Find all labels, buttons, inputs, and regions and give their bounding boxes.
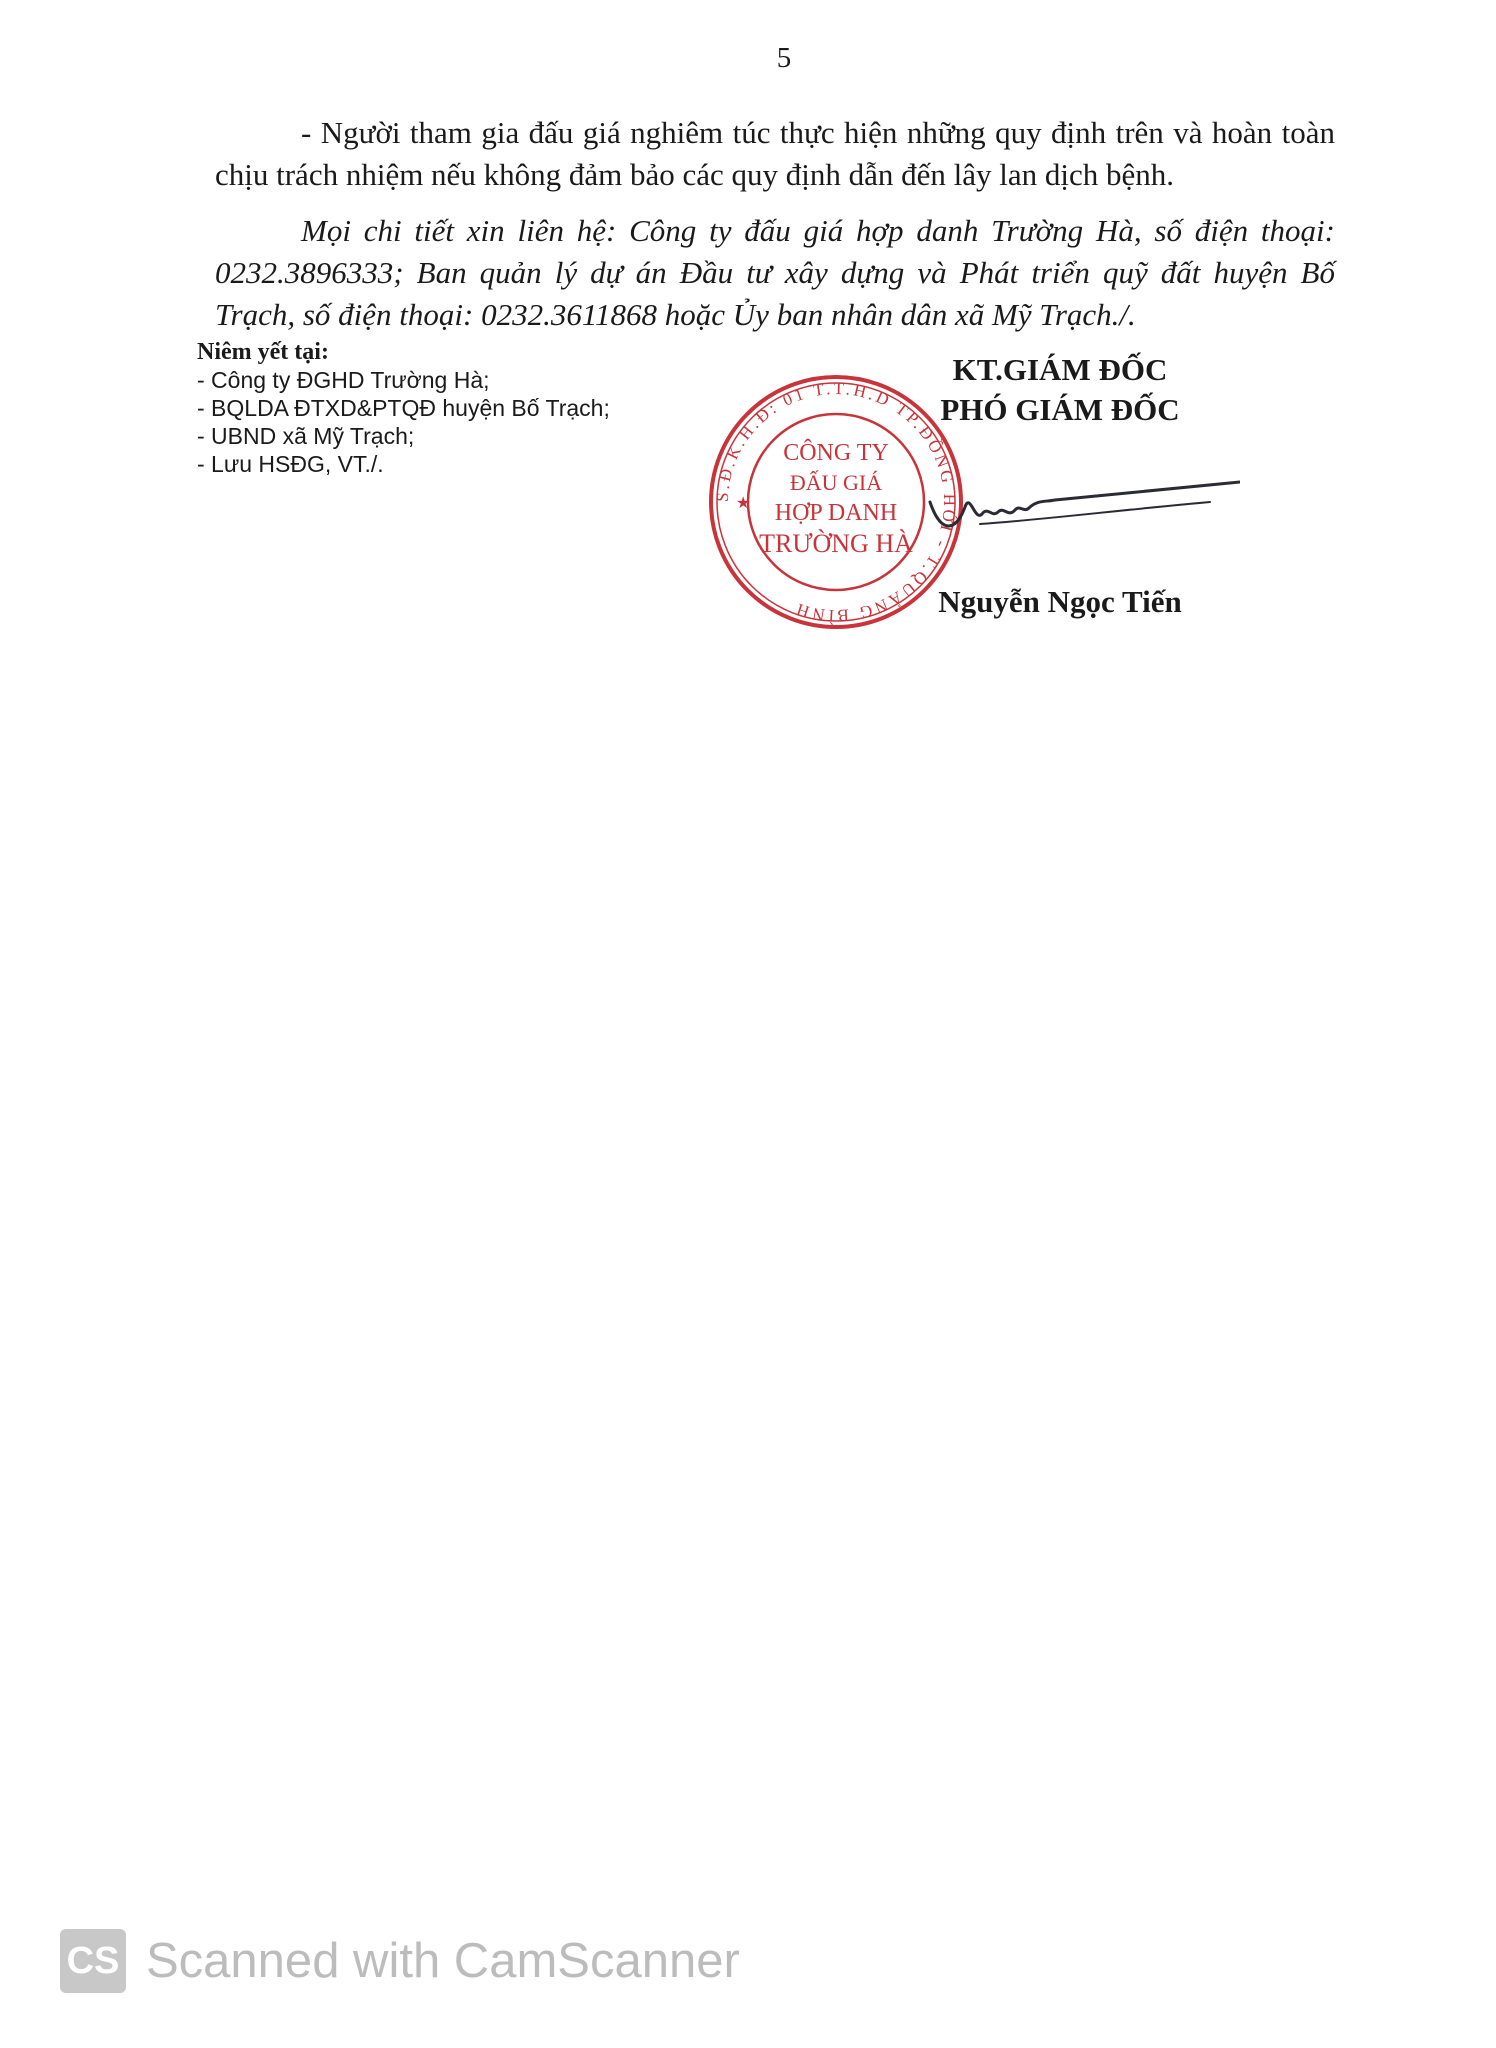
recipients-block bbox=[197, 338, 610, 478]
recipients-heading: Niêm yết tại: bbox=[197, 339, 329, 365]
camscanner-logo-icon: CS bbox=[60, 1929, 126, 1993]
recipient-item: - Lưu HSĐG, VT./. bbox=[197, 451, 384, 477]
recipient-item: - UBND xã Mỹ Trạch; bbox=[197, 423, 415, 449]
seal-line-3: HỢP DANH bbox=[774, 500, 898, 526]
paragraph-contact: Mọi chi tiết xin liên hệ: Công ty đấu giá hợp danh Trường Hà, số điện thoại: 0232.3896333; Ban quản lý dự án Đầu tư xây dựng và Phát triển quỹ đất huyện Bố Trạch, số điện thoại: 0232.3611868 hoặc Ủy ban nhân dân xã Mỹ Trạch./. bbox=[215, 213, 1335, 332]
recipient-item: - BQLDA ĐTXD&PTQĐ huyện Bố Trạch; bbox=[197, 395, 610, 421]
camscanner-watermark bbox=[60, 1926, 740, 1996]
seal-ring-text: S.Đ.K.H.Đ: 01 T.T.H.D TP.ĐỒNG HỚI - T.QUẢNG BÌNH bbox=[712, 378, 960, 626]
signature-title-1: KT.GIÁM ĐỐC bbox=[952, 352, 1168, 387]
seal-line-4: TRƯỜNG HÀ bbox=[759, 529, 913, 558]
camscanner-text: Scanned with CamScanner bbox=[146, 1934, 740, 1988]
signer-name: Nguyễn Ngọc Tiến bbox=[938, 584, 1182, 619]
page-number: 5 bbox=[776, 42, 792, 74]
signature-title-2: PHÓ GIÁM ĐỐC bbox=[940, 392, 1180, 427]
handwritten-signature-icon bbox=[920, 462, 1240, 552]
seal-line-2: ĐẤU GIÁ bbox=[789, 470, 883, 495]
paragraph-compliance: - Người tham gia đấu giá nghiêm túc thực hiện những quy định trên và hoàn toàn chịu trách nhiệm nếu không đảm bảo các quy định dẫn đến lây lan dịch bệnh. bbox=[215, 115, 1335, 192]
recipient-item: - Công ty ĐGHD Trường Hà; bbox=[197, 367, 490, 393]
seal-line-1: CÔNG TY bbox=[783, 440, 889, 466]
svg-text:★: ★ bbox=[736, 493, 751, 512]
